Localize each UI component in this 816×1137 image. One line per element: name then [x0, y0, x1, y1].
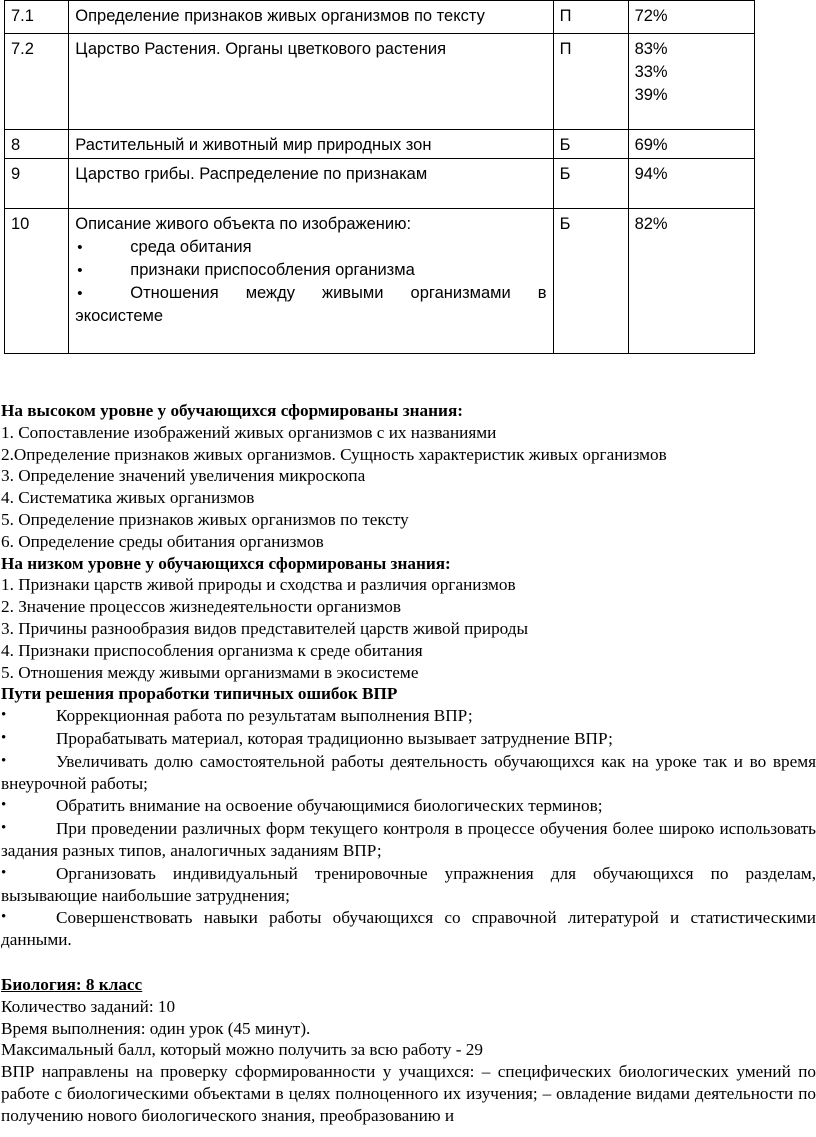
task-level: Б: [553, 159, 628, 209]
task-level: Б: [553, 209, 628, 354]
solutions-heading: Пути решения проработки типичных ошибок ВПР: [1, 684, 398, 704]
list-item: 4. Признаки приспособления организма к среде обитания: [1, 640, 423, 660]
duration: Время выполнения: один урок (45 минут).: [1, 1018, 311, 1038]
list-item: 2. Значение процессов жизнедеятельности организмов: [1, 597, 401, 617]
bullet-icon: •: [1, 752, 7, 769]
task-description: Определение признаков живых организмов по тексту: [69, 1, 553, 34]
list-item-continuation: экосистеме: [75, 307, 164, 325]
max-score: Максимальный балл, который можно получить за всю работу - 29: [1, 1040, 483, 1060]
task-number: 9: [5, 159, 69, 209]
task-percent: 83%: [634, 40, 668, 58]
task-description-cell: [69, 209, 553, 354]
table-row: [5, 34, 755, 130]
low-level-heading: На низком уровне у обучающихся сформированы знания:: [1, 553, 451, 573]
task-percent: 33%: [634, 63, 668, 81]
bullet-icon: •: [1, 820, 7, 837]
bullet-icon: •: [1, 729, 7, 746]
table-row: [5, 159, 755, 209]
solutions-list: [1, 705, 816, 951]
task-percent: 69%: [628, 130, 754, 159]
list-item: 2.Определение признаков живых организмов. Сущность характеристик живых организмов: [1, 444, 667, 464]
task-percent-cell: [628, 34, 754, 130]
table-row: [5, 130, 755, 159]
task-number: 7.2: [5, 34, 69, 130]
list-item: • Совершенствовать навыки работы обучающихся со справочной литературой и статистическими данными.: [1, 908, 816, 950]
task-level: П: [553, 1, 628, 34]
list-item: • Организовать индивидуальный тренировочные упражнения для обучающихся по разделам, вызывающие наибольшие затруднения;: [1, 863, 816, 905]
purpose-paragraph: ВПР направлены на проверку сформированности у учащихся: – специфических биологических умений по работе с биологическими объектами в целях полноценного их изучения; – овладение видами деятельности по получению нового биологического знания, преобразованию и: [1, 1062, 816, 1125]
bullet-icon: •: [1, 909, 7, 926]
list-item: 3. Определение значений увеличения микроскопа: [1, 466, 366, 486]
task-bullet-list: [75, 236, 546, 305]
list-item: 5. Отношения между живыми организмами в экосистеме: [1, 662, 419, 682]
task-percent: 82%: [628, 209, 754, 354]
task-percent: 72%: [628, 1, 754, 34]
list-item: 4. Систематика живых организмов: [1, 488, 255, 508]
report-body: [1, 400, 816, 1127]
task-description: Царство Растения. Органы цветкового растения: [69, 34, 553, 130]
task-percent: 94%: [628, 159, 754, 209]
task-description: Описание живого объекта по изображению:: [75, 215, 412, 233]
grade8-heading: Биология: 8 класс: [1, 974, 143, 994]
list-item: • среда обитания: [75, 236, 546, 259]
task-number: 7.1: [5, 1, 69, 34]
high-level-heading: На высоком уровне у обучающихся сформированы знания:: [1, 401, 463, 420]
tasks-count: Количество заданий: 10: [1, 996, 176, 1016]
list-item: • Увеличивать долю самостоятельной работы деятельность обучающихся как на уроке так и во время внеурочной работы;: [1, 751, 816, 793]
table-row: [5, 1, 755, 34]
task-number: 8: [5, 130, 69, 159]
bullet-icon: •: [1, 864, 7, 881]
list-item: 1. Признаки царств живой природы и сходства и различия организмов: [1, 575, 516, 595]
task-percent: 39%: [634, 86, 668, 104]
list-item: • Прорабатывать материал, которая традиционно вызывает затруднение ВПР;: [1, 728, 613, 748]
list-item: • Коррекционная работа по результатам выполнения ВПР;: [1, 706, 473, 726]
task-level: П: [553, 34, 628, 130]
list-item: • При проведении различных форм текущего контроля в процессе обучения более широко использовать задания разных типов, аналогичных заданиям ВПР;: [1, 819, 816, 860]
list-item: • Отношения между живыми организмами в: [75, 282, 546, 305]
bullet-icon: •: [1, 707, 7, 724]
task-level: Б: [553, 130, 628, 159]
bullet-icon: •: [1, 797, 7, 814]
list-item: • Обратить внимание на освоение обучающимися биологических терминов;: [1, 796, 603, 816]
task-description: Растительный и животный мир природных зон: [69, 130, 553, 159]
task-number: 10: [5, 209, 69, 354]
list-item: 5. Определение признаков живых организмов по тексту: [1, 509, 409, 529]
list-item: 3. Причины разнообразия видов представителей царств живой природы: [1, 618, 529, 638]
task-description: Царство грибы. Распределение по признакам: [69, 159, 553, 209]
table-row: [5, 209, 755, 354]
list-item: • признаки приспособления организма: [75, 259, 546, 282]
results-table: [4, 0, 755, 354]
list-item: 1. Сопоставление изображений живых организмов с их названиями: [1, 422, 497, 442]
list-item: 6. Определение среды обитания организмов: [1, 531, 324, 551]
